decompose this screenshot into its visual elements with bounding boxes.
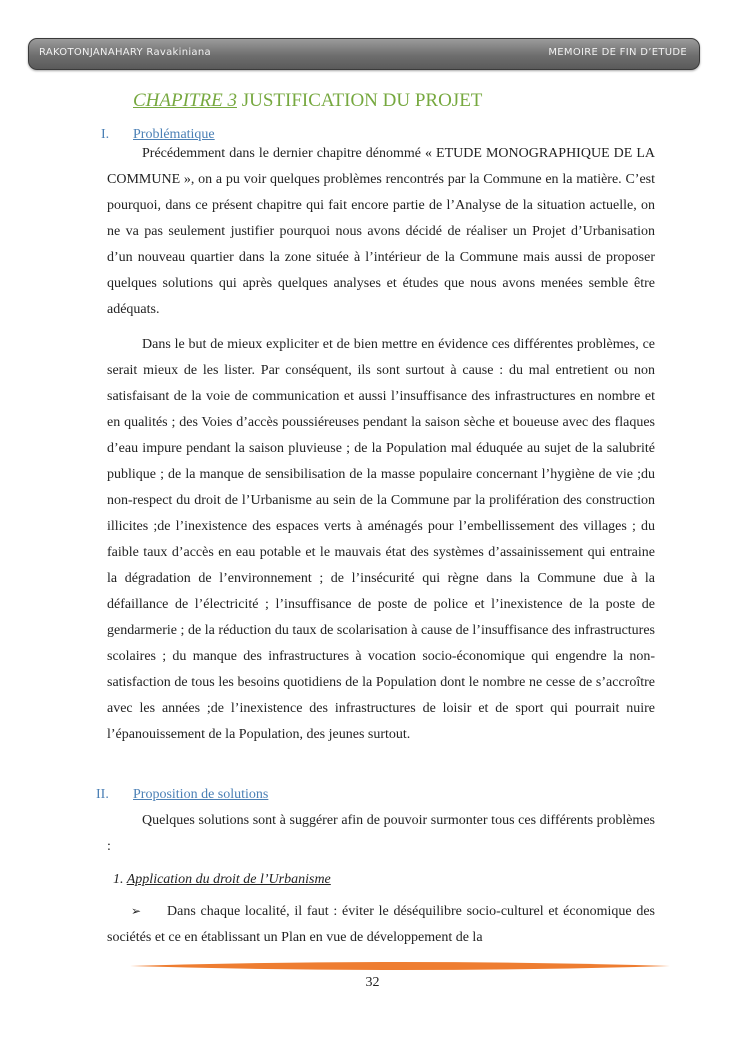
bullet-item <box>107 898 655 951</box>
arrow-bullet-icon: ➢ <box>130 904 141 918</box>
section-1-paragraph-2: Dans le but de mieux expliciter et de bien mettre en évidence ces différentes problèmes, ce serait mieux de les lister. Par conséquent, ils sont surtout à cause : du mal entretient ou non satisfaisant de la voie de communication et aussi l’insuffisance des infrastructures en nombre et en qualités ; des Voies d’accès poussiéreuses pendant la saison sèche et boueuse avec des flaques d’eau impure pendant la saison pluvieuse ; de la Population mal éduquée au sujet de la salubrité publique ; de la manque de sensibilisation de la masse populaire concernant l’hygiène de vie ;du non-respect du droit de l’Urbanisme au sein de la Commune par la prolifération des construction illicites ;de l’inexistence des espaces verts à aménagés pour l’embellissement des villages ; du faible taux d’accès en eau potable et le mauvais état des systèmes d’assainissement qui entraine la dégradation de l’environnement ; de l’insécurité qui règne dans la Commune due à la défaillance de l’électricité ; l’insuffisance de poste de police et l’inexistence de la poste de gendarmerie ; de la réduction du taux de scolarisation à cause de l’insuffisance des infrastructures scolaires ; du manque des infrastructures à vocation socio-économique qui engendre la non-satisfaction de tous les besoins quotidiens de la Population dont le nombre ne cesse de s’accroître avec les années ;de l’inexistence des infrastructures de loisir et de sport qui pourrait nuire l’épanouissement de la Population, des jeunes surtout. <box>107 337 655 742</box>
section-1-title: Problématique <box>133 127 215 142</box>
page-number: 32 <box>365 975 380 990</box>
section-2-numeral: II. <box>96 787 109 802</box>
section-2-intro: Quelques solutions sont à suggérer afin de pouvoir surmonter tous ces différents problèmes : <box>107 813 655 854</box>
bullet-text: Dans chaque localité, il faut : éviter le déséquilibre socio-culturel et économique des sociétés et ce en établissant un Plan en vue de développement de la <box>107 904 655 945</box>
header-author: RAKOTONJANAHARY Ravakiniana <box>39 47 211 58</box>
footer-decorative-line <box>130 960 670 972</box>
chapter-heading <box>133 90 482 112</box>
chapter-number: CHAPITRE 3 <box>133 90 237 111</box>
section-1-paragraph-1: Précédemment dans le dernier chapitre dénommé « ETUDE MONOGRAPHIQUE DE LA COMMUNE », on a pu voir quelques problèmes rencontrés par la Commune en la matière. C’est pourquoi, dans ce présent chapitre qui fait encore partie de l’Analyse de la situation actuelle, on ne va pas seulement justifier pourquoi nous avons décidé de réaliser un Projet d’Urbanisation d’un nouveau quartier dans la zone située à l’intérieur de la Commune mais aussi de proposer quelques solutions qui après quelques analyses et études que nous avons menées semble être adéquats. <box>107 146 655 317</box>
section-1-numeral: I. <box>101 127 110 142</box>
section-2-title: Proposition de solutions <box>133 787 269 802</box>
header-document-type: MEMOIRE DE FIN D’ETUDE <box>548 47 687 58</box>
subsection-1-number: 1. <box>113 872 124 887</box>
running-header <box>28 38 700 70</box>
subsection-1-heading <box>113 872 331 888</box>
subsection-1-title: Application du droit de l’Urbanisme <box>126 872 331 887</box>
chapter-title: JUSTIFICATION DU PROJET <box>241 90 483 111</box>
